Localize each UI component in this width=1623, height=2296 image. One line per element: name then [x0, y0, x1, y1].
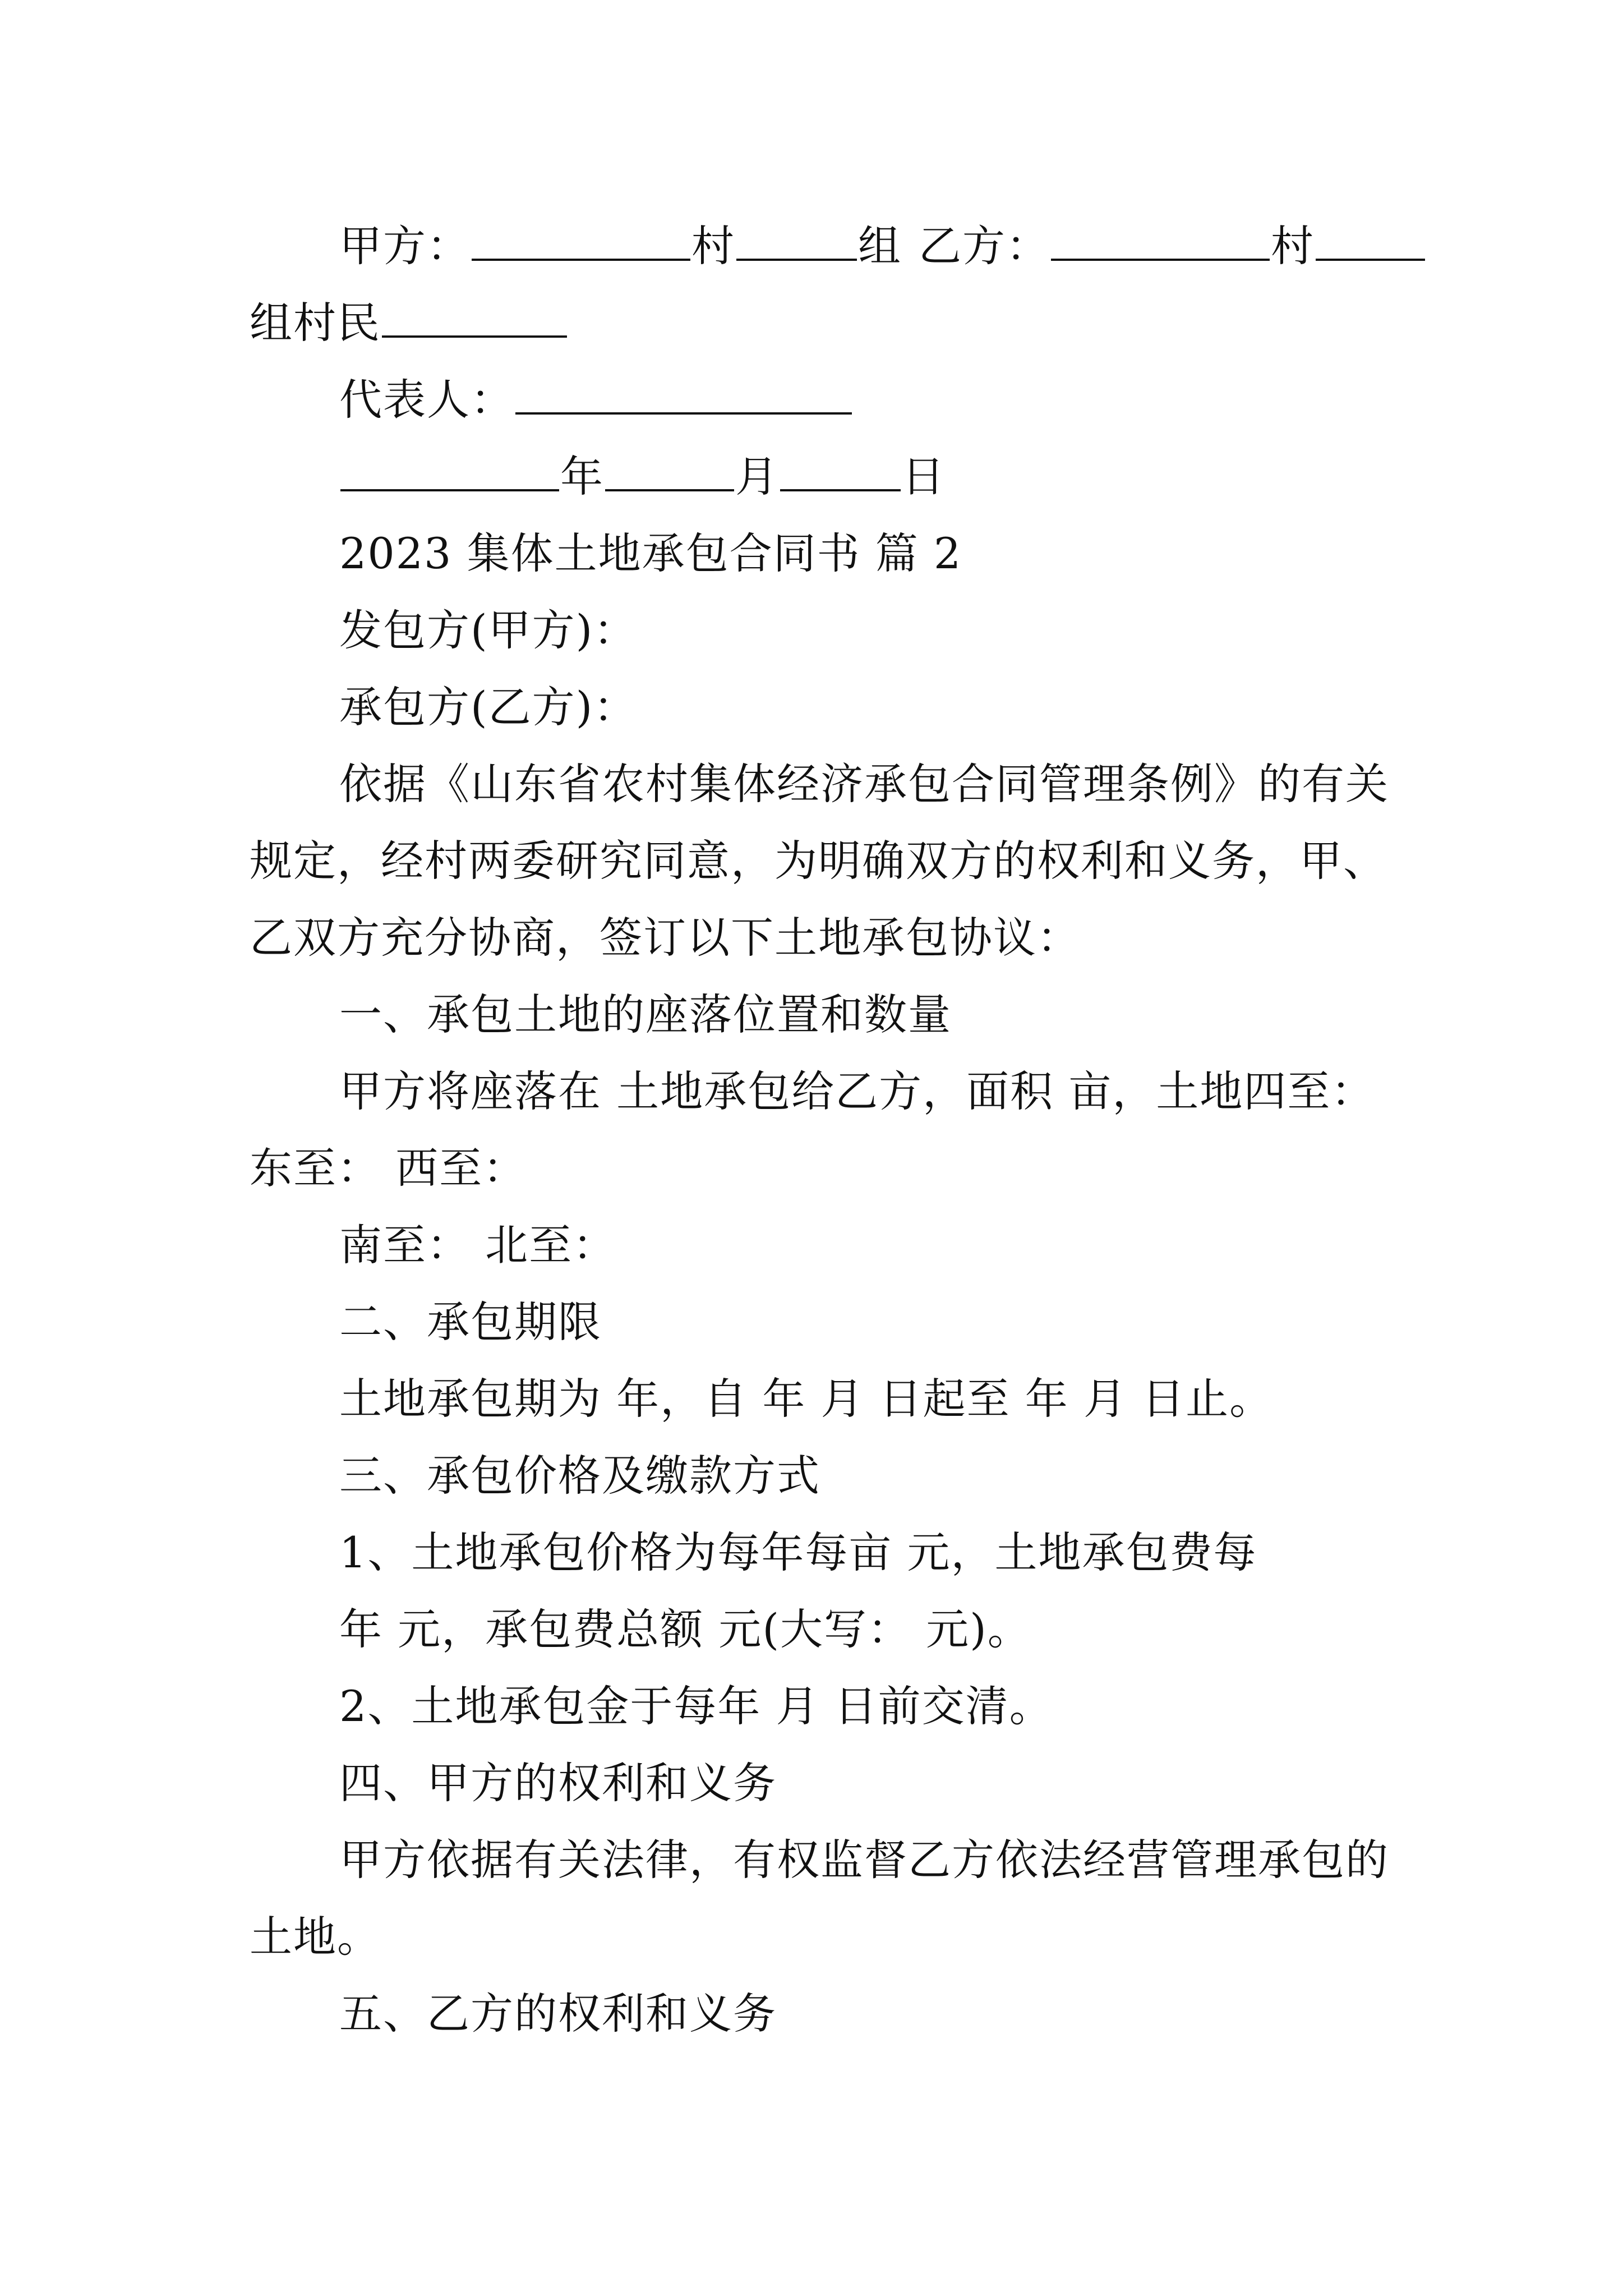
section-4-line-2: 土地。 [250, 1912, 381, 1962]
section-1-line-2: 东至： 西至： [250, 1143, 527, 1193]
section-2-line-1: 土地承包期为 年，自 年 月 日起至 年 月 日止。 [339, 1374, 1274, 1424]
month-blank [605, 489, 734, 491]
section-3-heading: 三、承包价格及缴款方式 [339, 1451, 820, 1501]
party-a-village-blank [472, 258, 690, 261]
contractor-line: 承包方(乙方)： [339, 682, 638, 732]
section-1-heading: 一、承包土地的座落位置和数量 [339, 990, 952, 1039]
intro-paragraph-line-1: 依据《山东省农村集体经济承包合同管理条例》的有关 [339, 759, 1389, 809]
day-label: 日 [902, 452, 946, 501]
section-5-heading: 五、乙方的权利和义务 [339, 1989, 777, 2039]
village-label: 村 [691, 221, 735, 271]
signature-villager-line [250, 284, 1405, 361]
intro-paragraph-line-2: 规定，经村两委研究同意，为明确双方的权利和义务，甲、 [250, 836, 1387, 886]
representative-line [250, 361, 1405, 438]
section-2-heading: 二、承包期限 [339, 1297, 602, 1347]
section-4-line-1: 甲方依据有关法律，有权监督乙方依法经营管理承包的 [339, 1835, 1389, 1885]
section-1-line-1: 甲方将座落在 土地承包给乙方，面积 亩，土地四至： [339, 1066, 1375, 1116]
issuer-line: 发包方(甲方)： [339, 605, 638, 655]
month-label: 月 [735, 452, 779, 501]
section-3-line-3: 2、土地承包金于每年 月 日前交清。 [339, 1681, 1053, 1731]
year-blank [340, 489, 559, 491]
year-label: 年 [560, 452, 604, 501]
villager-blank [382, 335, 567, 338]
group-label: 组 [858, 221, 902, 271]
party-b-village-blank [1051, 258, 1270, 261]
date-line [250, 438, 1405, 515]
representative-label: 代表人： [339, 375, 514, 425]
party-b-label: 乙方： [919, 221, 1050, 271]
section-4-heading: 四、甲方的权利和义务 [339, 1758, 777, 1808]
contract-title: 2023 集体土地承包合同书 篇 2 [339, 528, 962, 578]
section-3-line-1: 1、土地承包价格为每年每亩 元，土地承包费每 [339, 1527, 1257, 1577]
signature-parties-line [250, 208, 1405, 284]
party-a-group-blank [736, 258, 857, 261]
party-a-label: 甲方： [339, 221, 471, 271]
intro-paragraph-line-3: 乙双方充分协商，签订以下土地承包协议： [250, 913, 1081, 963]
day-blank [780, 489, 901, 491]
representative-blank [515, 412, 852, 415]
section-1-line-3: 南至： 北至： [339, 1220, 617, 1270]
party-b-group-blank [1316, 258, 1425, 261]
group-villager-label: 组村民 [250, 298, 381, 348]
section-3-line-2: 年 元，承包费总额 元(大写： 元)。 [339, 1604, 1031, 1654]
document-body [250, 208, 1405, 2052]
village-label-b: 村 [1271, 221, 1315, 271]
